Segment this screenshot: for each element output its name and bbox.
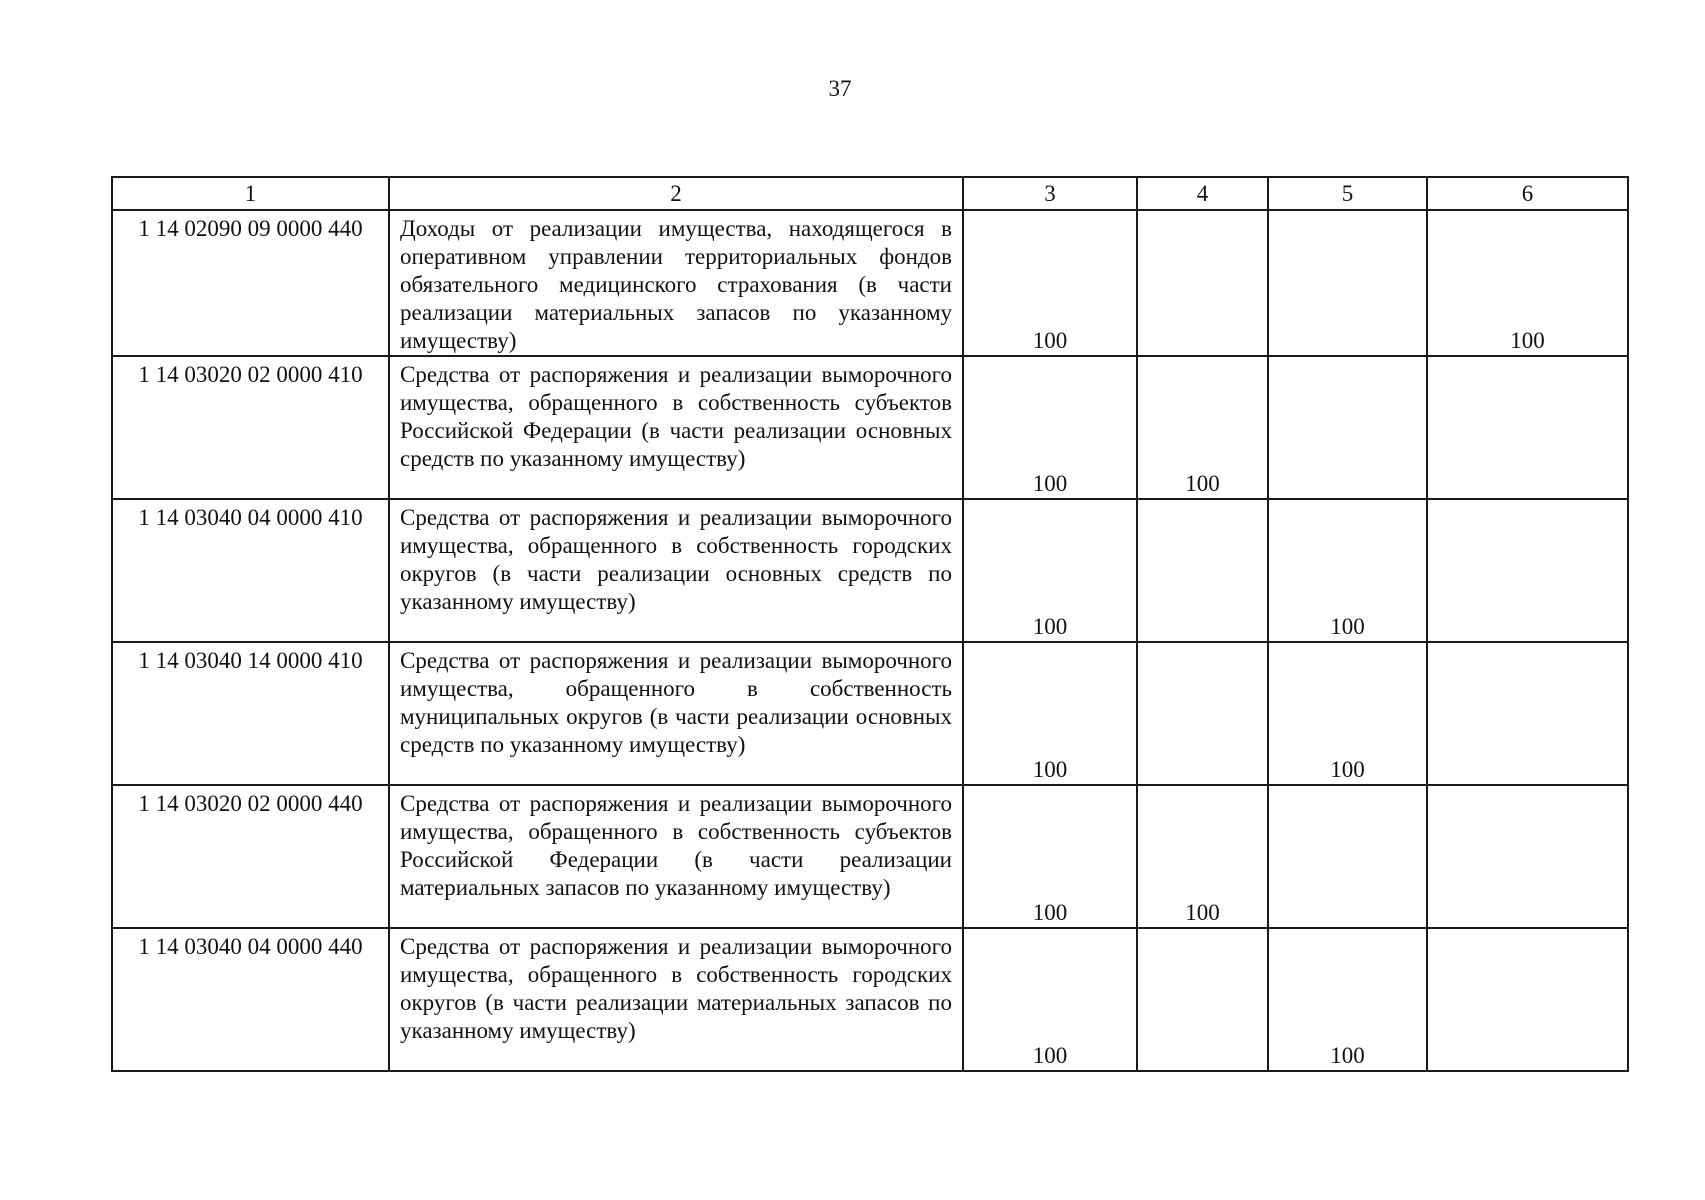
share-col5 — [1268, 356, 1427, 499]
share-col3: 100 — [963, 928, 1137, 1071]
column-header: 1 — [112, 177, 389, 210]
classification-code: 1 14 03040 04 0000 440 — [112, 928, 389, 1071]
share-col4 — [1137, 642, 1268, 785]
share-col5: 100 — [1268, 499, 1427, 642]
share-col4: 100 — [1137, 785, 1268, 928]
share-col4 — [1137, 499, 1268, 642]
share-col4: 100 — [1137, 356, 1268, 499]
share-col6 — [1427, 499, 1628, 642]
share-col6: 100 — [1427, 210, 1628, 356]
column-header: 4 — [1137, 177, 1268, 210]
share-col5 — [1268, 210, 1427, 356]
classification-code: 1 14 03040 14 0000 410 — [112, 642, 389, 785]
share-col3: 100 — [963, 356, 1137, 499]
column-header: 3 — [963, 177, 1137, 210]
share-col5: 100 — [1268, 642, 1427, 785]
revenue-description: Средства от распоряжения и реализации выморочного имущества, обращенного в собственность субъектов Российской Федерации (в части реализации основных средств по указанному имуществу) — [389, 356, 963, 499]
classification-code: 1 14 03020 02 0000 440 — [112, 785, 389, 928]
share-col4 — [1137, 210, 1268, 356]
revenue-description: Средства от распоряжения и реализации выморочного имущества, обращенного в собственность муниципальных округов (в части реализации основных средств по указанному имуществу) — [389, 642, 963, 785]
classification-code: 1 14 03040 04 0000 410 — [112, 499, 389, 642]
share-col5 — [1268, 785, 1427, 928]
classification-code: 1 14 03020 02 0000 410 — [112, 356, 389, 499]
table-row — [112, 356, 1628, 499]
table-row — [112, 642, 1628, 785]
revenue-description: Доходы от реализации имущества, находящегося в оперативном управлении территориальных фондов обязательного медицинского страхования (в части реализации материальных запасов по указанному имуществу) — [389, 210, 963, 356]
share-col6 — [1427, 785, 1628, 928]
table-row — [112, 210, 1628, 356]
revenue-description: Средства от распоряжения и реализации выморочного имущества, обращенного в собственность субъектов Российской Федерации (в части реализации материальных запасов по указанному имуществу) — [389, 785, 963, 928]
share-col6 — [1427, 356, 1628, 499]
table-row — [112, 928, 1628, 1071]
budget-revenue-table — [111, 176, 1629, 1072]
classification-code: 1 14 02090 09 0000 440 — [112, 210, 389, 356]
share-col3: 100 — [963, 499, 1137, 642]
revenue-description: Средства от распоряжения и реализации выморочного имущества, обращенного в собственность городских округов (в части реализации материальных запасов по указанному имуществу) — [389, 928, 963, 1071]
table-header-row — [112, 177, 1628, 210]
column-header: 6 — [1427, 177, 1628, 210]
column-header: 5 — [1268, 177, 1427, 210]
share-col4 — [1137, 928, 1268, 1071]
share-col6 — [1427, 642, 1628, 785]
share-col3: 100 — [963, 642, 1137, 785]
share-col3: 100 — [963, 210, 1137, 356]
share-col5: 100 — [1268, 928, 1427, 1071]
share-col3: 100 — [963, 785, 1137, 928]
column-header: 2 — [389, 177, 963, 210]
share-col6 — [1427, 928, 1628, 1071]
revenue-description: Средства от распоряжения и реализации выморочного имущества, обращенного в собственность городских округов (в части реализации основных средств по указанному имуществу) — [389, 499, 963, 642]
page-number: 37 — [828, 76, 852, 101]
table-row — [112, 785, 1628, 928]
table-row — [112, 499, 1628, 642]
